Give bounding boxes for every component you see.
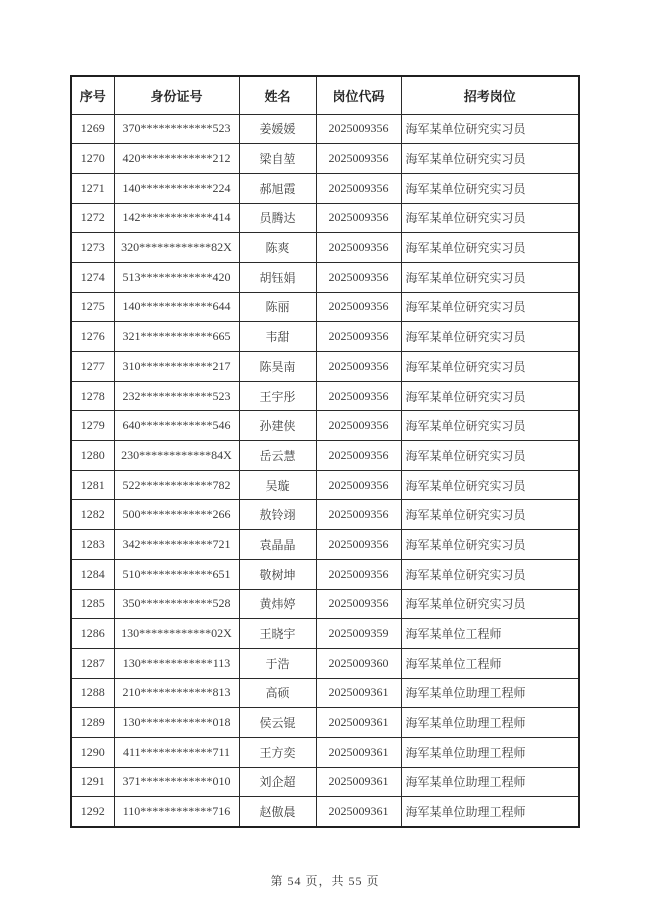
- cell-id-number: 370************523: [114, 114, 239, 144]
- cell-name: 陈爽: [239, 233, 316, 263]
- cell-id-number: 140************224: [114, 173, 239, 203]
- table-row: [71, 411, 579, 441]
- cell-job-title: 海军某单位助理工程师: [401, 737, 579, 767]
- cell-job-title: 海军某单位工程师: [401, 619, 579, 649]
- col-header-name: 姓名: [239, 76, 316, 114]
- recruitment-roster-table: [70, 75, 580, 828]
- cell-index: 1289: [71, 708, 114, 738]
- cell-job-title: 海军某单位研究实习员: [401, 203, 579, 233]
- cell-id-number: 513************420: [114, 262, 239, 292]
- cell-job-title: 海军某单位研究实习员: [401, 470, 579, 500]
- table-row: [71, 530, 579, 560]
- cell-id-number: 350************528: [114, 589, 239, 619]
- cell-job-code: 2025009359: [316, 619, 401, 649]
- table-row: [71, 203, 579, 233]
- table-row: [71, 559, 579, 589]
- table-header-row: [71, 76, 579, 114]
- cell-index: 1272: [71, 203, 114, 233]
- cell-index: 1280: [71, 441, 114, 471]
- cell-index: 1286: [71, 619, 114, 649]
- col-header-index: 序号: [71, 76, 114, 114]
- cell-name: 姜媛媛: [239, 114, 316, 144]
- cell-id-number: 140************644: [114, 292, 239, 322]
- cell-job-title: 海军某单位助理工程师: [401, 767, 579, 797]
- table-row: [71, 737, 579, 767]
- cell-id-number: 232************523: [114, 381, 239, 411]
- table-row: [71, 441, 579, 471]
- cell-job-code: 2025009356: [316, 173, 401, 203]
- cell-name: 孙建侠: [239, 411, 316, 441]
- cell-job-code: 2025009356: [316, 530, 401, 560]
- table-row: [71, 589, 579, 619]
- cell-index: 1278: [71, 381, 114, 411]
- cell-job-code: 2025009361: [316, 737, 401, 767]
- cell-index: 1275: [71, 292, 114, 322]
- cell-id-number: 230************84X: [114, 441, 239, 471]
- cell-index: 1273: [71, 233, 114, 263]
- table-row: [71, 292, 579, 322]
- cell-index: 1279: [71, 411, 114, 441]
- cell-id-number: 371************010: [114, 767, 239, 797]
- cell-index: 1269: [71, 114, 114, 144]
- cell-id-number: 130************113: [114, 648, 239, 678]
- cell-name: 刘企超: [239, 767, 316, 797]
- cell-job-code: 2025009356: [316, 292, 401, 322]
- table-row: [71, 233, 579, 263]
- cell-job-title: 海军某单位研究实习员: [401, 114, 579, 144]
- cell-id-number: 320************82X: [114, 233, 239, 263]
- cell-job-title: 海军某单位研究实习员: [401, 144, 579, 174]
- cell-name: 梁自堃: [239, 144, 316, 174]
- cell-name: 员腾达: [239, 203, 316, 233]
- cell-job-code: 2025009356: [316, 411, 401, 441]
- cell-id-number: 130************018: [114, 708, 239, 738]
- cell-name: 袁晶晶: [239, 530, 316, 560]
- cell-id-number: 321************665: [114, 322, 239, 352]
- cell-name: 赵傲晨: [239, 797, 316, 827]
- cell-index: 1271: [71, 173, 114, 203]
- col-header-job-code: 岗位代码: [316, 76, 401, 114]
- cell-job-code: 2025009356: [316, 233, 401, 263]
- table-row: [71, 352, 579, 382]
- cell-job-title: 海军某单位研究实习员: [401, 530, 579, 560]
- cell-job-code: 2025009356: [316, 559, 401, 589]
- cell-job-code: 2025009356: [316, 144, 401, 174]
- cell-job-title: 海军某单位研究实习员: [401, 352, 579, 382]
- cell-job-title: 海军某单位研究实习员: [401, 173, 579, 203]
- cell-job-code: 2025009360: [316, 648, 401, 678]
- table-row: [71, 797, 579, 827]
- cell-job-title: 海军某单位工程师: [401, 648, 579, 678]
- cell-job-title: 海军某单位研究实习员: [401, 233, 579, 263]
- table-row: [71, 322, 579, 352]
- table-row: [71, 500, 579, 530]
- cell-id-number: 210************813: [114, 678, 239, 708]
- page-number-footer: 第 54 页，共 55 页: [270, 874, 380, 888]
- cell-id-number: 500************266: [114, 500, 239, 530]
- cell-name: 王宇彤: [239, 381, 316, 411]
- cell-index: 1274: [71, 262, 114, 292]
- col-header-job-title: 招考岗位: [401, 76, 579, 114]
- cell-index: 1281: [71, 470, 114, 500]
- cell-id-number: 510************651: [114, 559, 239, 589]
- cell-job-title: 海军某单位研究实习员: [401, 262, 579, 292]
- cell-index: 1287: [71, 648, 114, 678]
- cell-id-number: 522************782: [114, 470, 239, 500]
- cell-id-number: 142************414: [114, 203, 239, 233]
- cell-job-title: 海军某单位研究实习员: [401, 381, 579, 411]
- cell-job-title: 海军某单位助理工程师: [401, 797, 579, 827]
- cell-job-code: 2025009356: [316, 589, 401, 619]
- cell-name: 敬树坤: [239, 559, 316, 589]
- cell-job-code: 2025009356: [316, 381, 401, 411]
- cell-name: 韦甜: [239, 322, 316, 352]
- cell-name: 王晓宇: [239, 619, 316, 649]
- cell-job-code: 2025009356: [316, 500, 401, 530]
- cell-job-title: 海军某单位助理工程师: [401, 678, 579, 708]
- table-row: [71, 262, 579, 292]
- cell-index: 1270: [71, 144, 114, 174]
- cell-job-code: 2025009356: [316, 322, 401, 352]
- cell-index: 1288: [71, 678, 114, 708]
- cell-id-number: 342************721: [114, 530, 239, 560]
- cell-job-title: 海军某单位研究实习员: [401, 292, 579, 322]
- cell-id-number: 130************02X: [114, 619, 239, 649]
- cell-job-code: 2025009361: [316, 708, 401, 738]
- cell-name: 陈昊南: [239, 352, 316, 382]
- cell-name: 高硕: [239, 678, 316, 708]
- table-row: [71, 708, 579, 738]
- cell-job-title: 海军某单位助理工程师: [401, 708, 579, 738]
- cell-name: 王方奕: [239, 737, 316, 767]
- cell-name: 黄炜婷: [239, 589, 316, 619]
- cell-name: 吴璇: [239, 470, 316, 500]
- cell-index: 1284: [71, 559, 114, 589]
- table-row: [71, 619, 579, 649]
- cell-index: 1291: [71, 767, 114, 797]
- cell-index: 1285: [71, 589, 114, 619]
- cell-job-title: 海军某单位研究实习员: [401, 559, 579, 589]
- table-row: [71, 144, 579, 174]
- cell-job-code: 2025009356: [316, 470, 401, 500]
- cell-job-code: 2025009356: [316, 441, 401, 471]
- table-row: [71, 767, 579, 797]
- cell-job-title: 海军某单位研究实习员: [401, 411, 579, 441]
- cell-index: 1292: [71, 797, 114, 827]
- cell-job-title: 海军某单位研究实习员: [401, 322, 579, 352]
- cell-name: 胡钰娟: [239, 262, 316, 292]
- cell-id-number: 411************711: [114, 737, 239, 767]
- cell-job-code: 2025009361: [316, 678, 401, 708]
- cell-name: 侯云锟: [239, 708, 316, 738]
- table-row: [71, 678, 579, 708]
- cell-index: 1282: [71, 500, 114, 530]
- table-row: [71, 470, 579, 500]
- cell-index: 1283: [71, 530, 114, 560]
- cell-job-code: 2025009356: [316, 262, 401, 292]
- cell-id-number: 640************546: [114, 411, 239, 441]
- table-body: [71, 114, 579, 827]
- cell-job-code: 2025009356: [316, 352, 401, 382]
- cell-job-code: 2025009356: [316, 203, 401, 233]
- cell-name: 郝旭霞: [239, 173, 316, 203]
- cell-job-title: 海军某单位研究实习员: [401, 589, 579, 619]
- cell-name: 陈丽: [239, 292, 316, 322]
- cell-id-number: 110************716: [114, 797, 239, 827]
- table-row: [71, 648, 579, 678]
- table-row: [71, 114, 579, 144]
- cell-index: 1290: [71, 737, 114, 767]
- cell-job-code: 2025009361: [316, 797, 401, 827]
- cell-index: 1277: [71, 352, 114, 382]
- cell-id-number: 420************212: [114, 144, 239, 174]
- cell-id-number: 310************217: [114, 352, 239, 382]
- cell-name: 于浩: [239, 648, 316, 678]
- cell-name: 敖铃翊: [239, 500, 316, 530]
- cell-job-code: 2025009361: [316, 767, 401, 797]
- col-header-id-number: 身份证号: [114, 76, 239, 114]
- cell-job-code: 2025009356: [316, 114, 401, 144]
- cell-name: 岳云慧: [239, 441, 316, 471]
- table-row: [71, 381, 579, 411]
- cell-job-title: 海军某单位研究实习员: [401, 441, 579, 471]
- cell-job-title: 海军某单位研究实习员: [401, 500, 579, 530]
- cell-index: 1276: [71, 322, 114, 352]
- table-row: [71, 173, 579, 203]
- table-header: [71, 76, 579, 114]
